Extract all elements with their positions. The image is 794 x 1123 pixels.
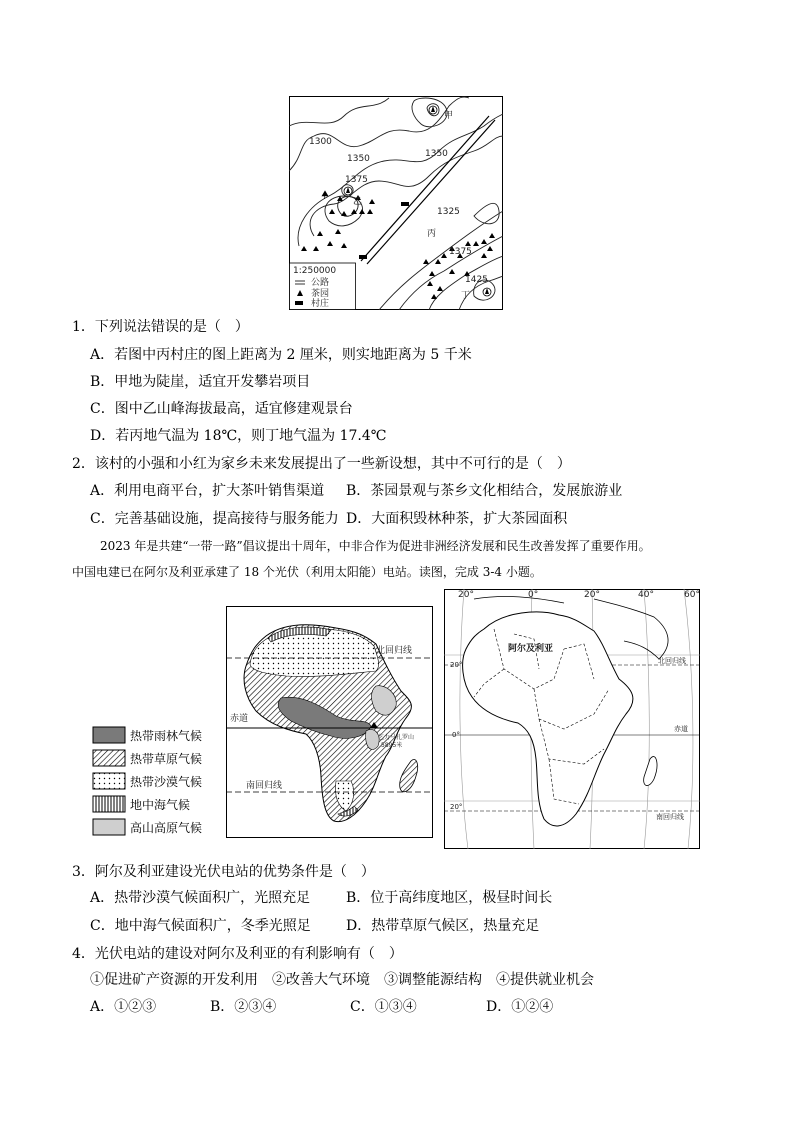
q1-option-a: A．若图中丙村庄的图上距离为 2 厘米，则实地距离为 5 千米	[90, 347, 472, 363]
lat-label: 20°	[450, 803, 463, 811]
contour-label: 1350	[425, 149, 448, 159]
q4-option-b: B．②③④	[210, 999, 277, 1015]
africa-political-map	[444, 589, 700, 849]
climate-legend	[92, 726, 224, 838]
lat-label: 20°	[450, 661, 463, 669]
legend-rainforest: 热带雨林气候	[130, 729, 203, 743]
place-ding: 丁	[461, 291, 471, 301]
lon-label: 20°	[584, 590, 600, 600]
q1-option-c: C．图中乙山峰海拔最高，适宜修建观景台	[90, 401, 353, 417]
q1-option-b: B．甲地为陡崖，适宜开发攀岩项目	[90, 374, 311, 390]
q3-option-b: B．位于高纬度地区，极昼时间长	[346, 890, 553, 906]
q4-stem: 4．光伏电站的建设对阿尔及利亚的有利影响有（ ）	[72, 946, 403, 962]
q4-option-a: A．①②③	[90, 999, 157, 1015]
mountain-height: 5895米	[381, 742, 403, 749]
q3-stem: 3．阿尔及利亚建设光伏电站的优势条件是（ ）	[72, 864, 375, 880]
q1-option-d: D．若丙地气温为 18℃，则丁地气温为 17.4℃	[90, 428, 387, 444]
legend-mediterranean: 地中海气候	[130, 798, 191, 812]
q2-option-d: D．大面积毁林种茶，扩大茶园面积	[346, 511, 568, 527]
q4-option-d: D．①②④	[486, 999, 554, 1015]
legend-tea: 茶园	[311, 289, 330, 299]
q3-option-a: A．热带沙漠气候面积广，光照充足	[90, 890, 311, 906]
lon-label: 20°	[458, 590, 474, 600]
q4-items: ①促进矿产资源的开发利用 ②改善大气环境 ③调整能源结构 ④提供就业机会	[90, 972, 594, 988]
contour-label: 1325	[437, 207, 460, 217]
legend-road: 公路	[311, 278, 330, 288]
q3-option-d: D．热带草原气候区，热量充足	[346, 918, 540, 934]
q2-option-b: B．茶园景观与茶乡文化相结合，发展旅游业	[346, 483, 623, 499]
contour-label: 1375	[345, 175, 368, 185]
lat-label: 0°	[452, 731, 460, 739]
contour-label: 1425	[465, 275, 488, 285]
contour-label: 1350	[347, 154, 370, 164]
equator-label: 赤道	[230, 714, 249, 724]
africa-climate-map	[226, 606, 433, 838]
tropic-north-label: 北回归线	[658, 657, 686, 665]
legend-savanna: 热带草原气候	[130, 752, 203, 766]
mountain-label: 乞力马扎罗山	[378, 734, 415, 741]
algeria-label: 阿尔及利亚	[508, 644, 554, 654]
lon-label: 40°	[638, 590, 654, 600]
q2-option-c: C．完善基础设施，提高接待与服务能力	[90, 511, 339, 527]
tropic-south-label: 南回归线	[656, 813, 684, 821]
contour-label: 1300	[309, 137, 332, 147]
tropic-south-label: 南回归线	[246, 781, 283, 791]
place-bing: 丙	[427, 229, 437, 239]
intro-line-1: 2023 年是共建“一带一路”倡议提出十周年，中非合作为促进非洲经济发展和民生改善发挥了重要作用。	[100, 539, 651, 553]
q4-option-c: C．①③④	[350, 999, 417, 1015]
place-yi: 乙	[353, 197, 363, 207]
contour-label: 1375	[449, 247, 472, 257]
legend-highland: 高山高原气候	[130, 821, 203, 835]
legend-scale: 1:250000	[293, 266, 337, 276]
q2-option-a: A．利用电商平台，扩大茶叶销售渠道	[90, 483, 325, 499]
legend-village: 村庄	[311, 299, 330, 309]
intro-line-2: 中国电建已在阿尔及利亚承建了 18 个光伏（利用太阳能）电站。读图，完成 3-4 小题。	[72, 565, 542, 579]
tropic-north-label: 北回归线	[376, 646, 413, 656]
topo-map	[289, 96, 503, 310]
equator-label: 赤道	[674, 725, 688, 733]
q3-option-c: C．地中海气候面积广，冬季光照足	[90, 918, 311, 934]
place-jia: 甲	[444, 111, 454, 121]
legend-desert: 热带沙漠气候	[130, 775, 203, 789]
q1-stem: 1．下列说法错误的是（ ）	[72, 319, 249, 335]
q2-stem: 2．该村的小强和小红为家乡未来发展提出了一些新设想，其中不可行的是（ ）	[72, 456, 571, 472]
lon-label: 0°	[528, 590, 539, 600]
lon-label: 60°	[684, 590, 700, 600]
